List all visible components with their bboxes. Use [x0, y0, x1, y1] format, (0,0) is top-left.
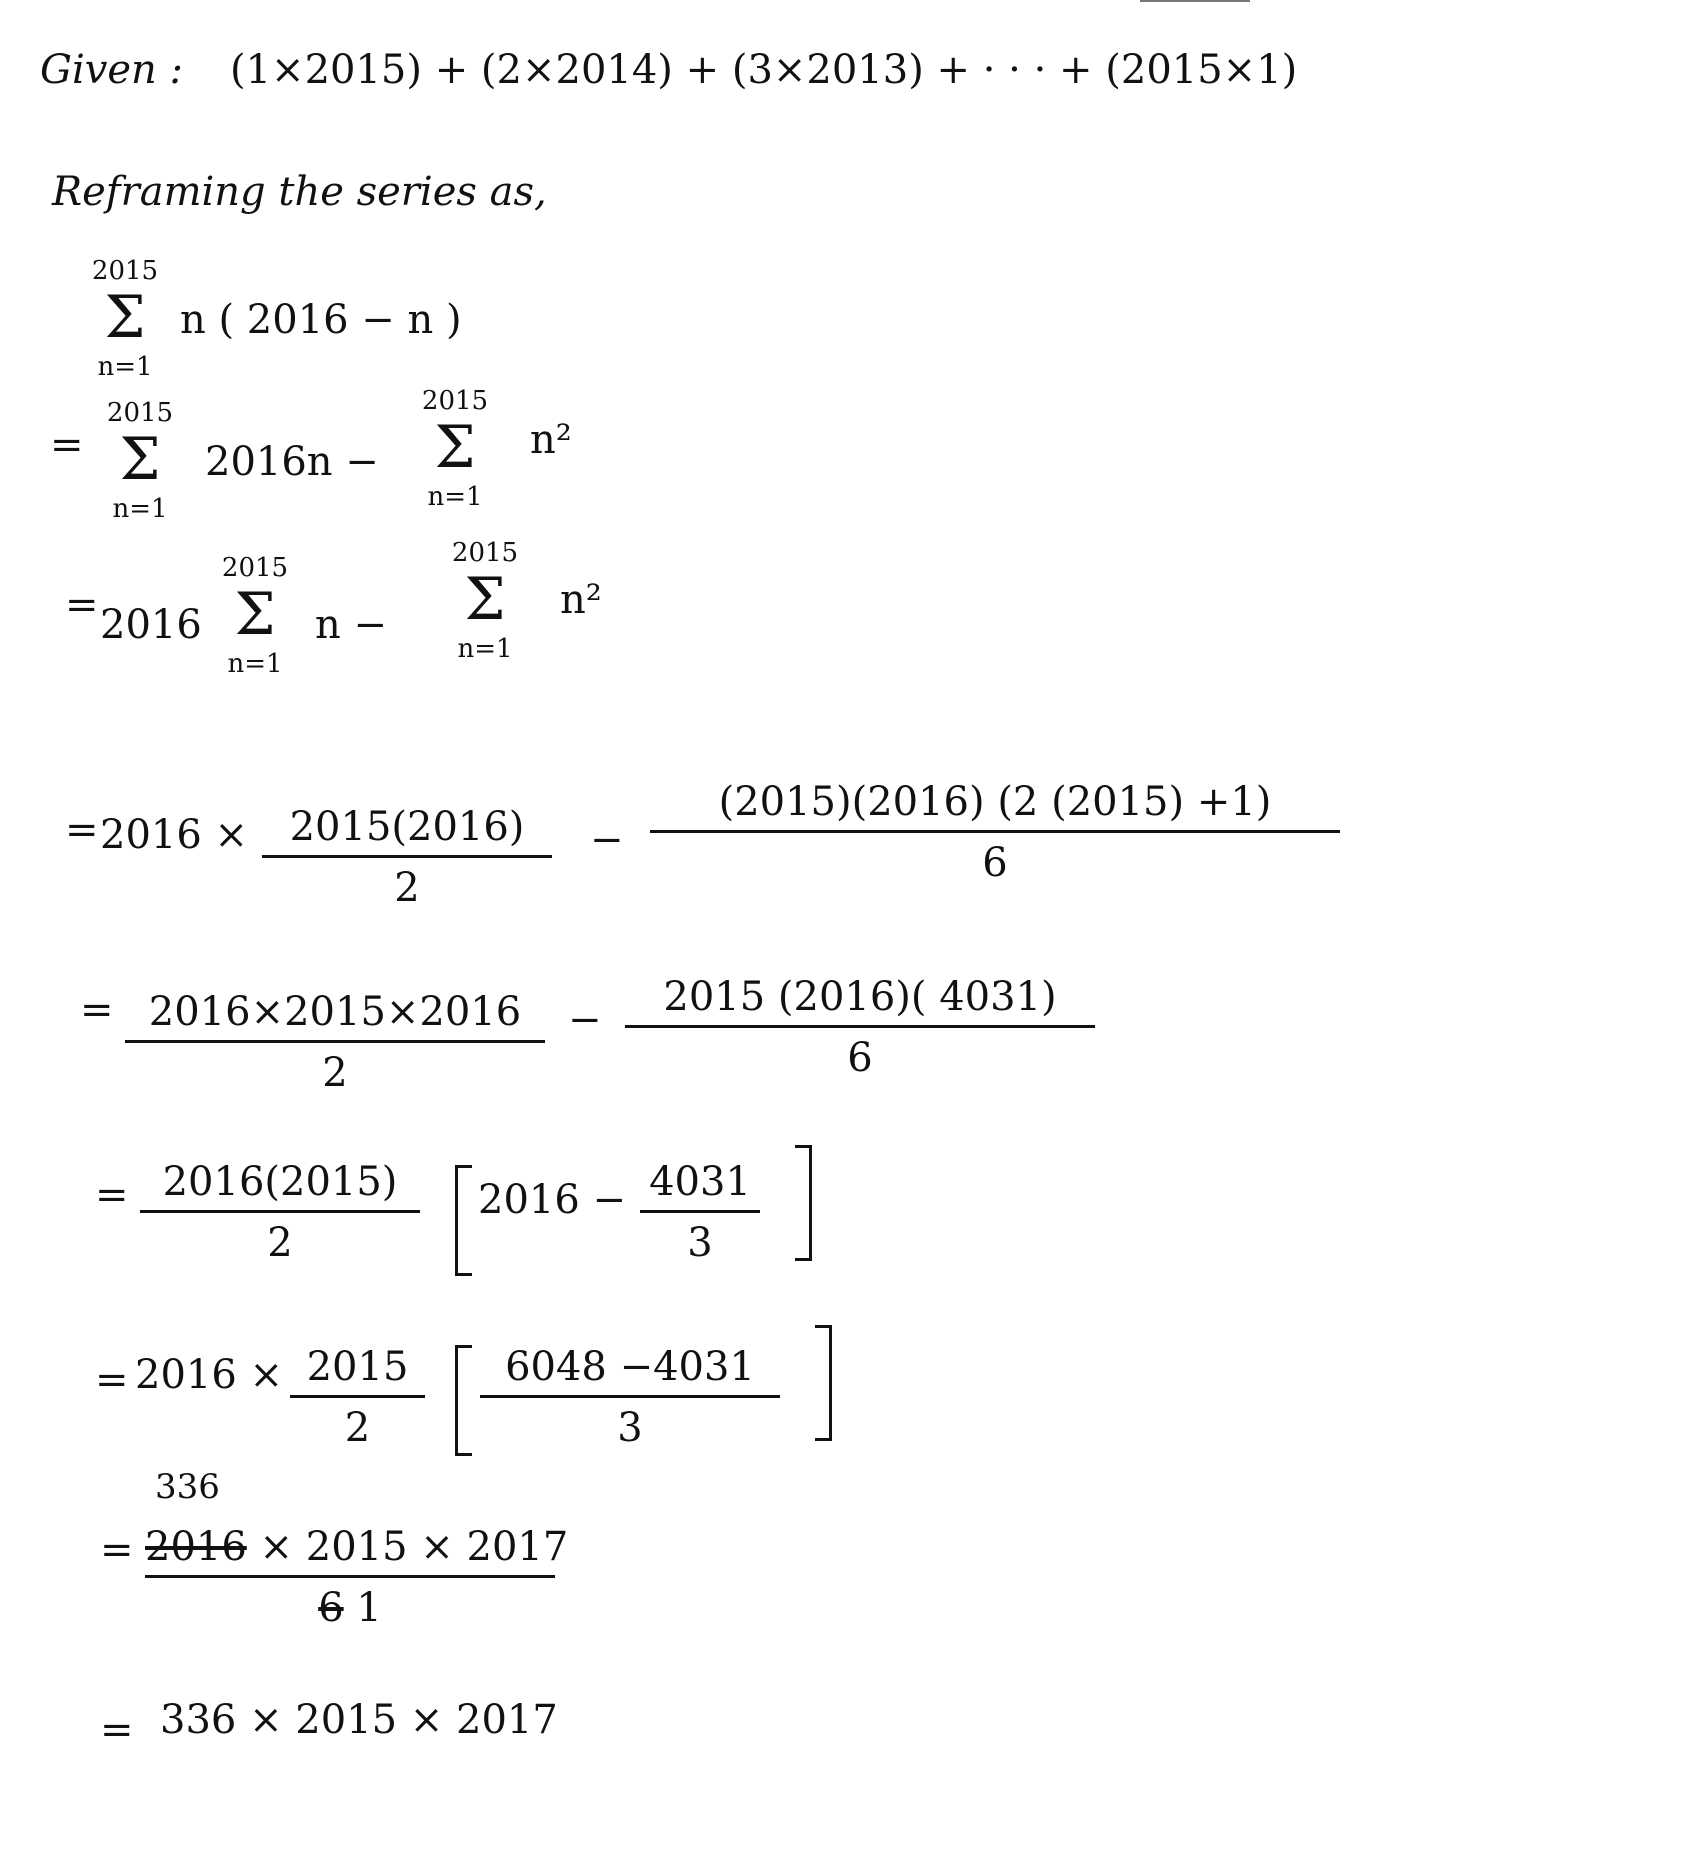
sigma-symbol: Σ [464, 565, 506, 633]
denominator: 6 [982, 840, 1008, 886]
fraction-bar [480, 1395, 780, 1398]
fraction-bar [650, 830, 1340, 833]
sum-upper-limit: 2015 [106, 398, 174, 428]
denominator-rest: 1 [356, 1585, 382, 1631]
step6-inner-term: 2016 − [478, 1177, 627, 1223]
sum-upper-limit: 2015 [91, 256, 159, 286]
numerator-rest: × 2015 × 2017 [259, 1524, 569, 1570]
fraction-bar [140, 1210, 420, 1213]
step4-prefix: 2016 × [100, 812, 249, 858]
step2-term1: 2016n − [205, 439, 379, 485]
numerator: 2015(2016) [289, 804, 525, 850]
numerator [145, 1524, 569, 1570]
step6-equals: = [95, 1172, 129, 1218]
numerator: (2015)(2016) (2 (2015) +1) [718, 779, 1272, 825]
step5-fraction-2 [625, 975, 1095, 1080]
sum-lower-limit: n=1 [427, 482, 483, 512]
denominator [145, 1586, 555, 1630]
step8-cancel-note: 336 [155, 1467, 220, 1507]
step6-fraction-2 [640, 1160, 760, 1265]
numerator: 2016×2015×2016 [148, 989, 522, 1035]
sum-lower-limit: n=1 [227, 649, 283, 679]
step4-fraction-1 [262, 805, 552, 910]
right-bracket [795, 1145, 812, 1261]
denominator: 2 [267, 1220, 293, 1266]
sigma-symbol: Σ [434, 413, 476, 481]
step7-fraction-2 [480, 1345, 780, 1450]
numerator: 2015 (2016)( 4031) [663, 974, 1057, 1020]
step7-prefix: 2016 × [135, 1352, 284, 1398]
sum-upper-limit: 2015 [421, 386, 489, 416]
step3-term2: n² [560, 577, 602, 623]
sigma-symbol: Σ [234, 580, 276, 648]
cancelled-numerator-term: 2016 [145, 1524, 247, 1570]
step4-fraction-2 [650, 780, 1340, 885]
step8-equals: = [100, 1527, 134, 1573]
denominator: 3 [687, 1220, 713, 1266]
given-series: (1×2015) + (2×2014) + (3×2013) + · · · + (2015×1) [230, 47, 1298, 93]
fraction-bar [290, 1395, 425, 1398]
denominator: 2 [322, 1050, 348, 1096]
given-label: Given : [40, 47, 183, 93]
cancelled-denominator-term: 6 [318, 1585, 344, 1631]
denominator: 2 [344, 1405, 371, 1451]
sigma-symbol: Σ [119, 425, 161, 493]
sum-upper-limit: 2015 [451, 538, 519, 568]
step3-sum-2 [420, 540, 550, 690]
sigma-symbol: Σ [104, 283, 146, 351]
step2-equals: = [50, 422, 84, 468]
step4-equals: = [65, 807, 99, 853]
sum-lower-limit: n=1 [457, 634, 513, 664]
denominator: 2 [394, 865, 420, 911]
top-edge-line [1140, 0, 1250, 2]
step6-fraction-1 [140, 1160, 420, 1265]
step2-sum-2 [390, 388, 520, 538]
numerator: 2015 [306, 1344, 409, 1390]
sum-lower-limit: n=1 [97, 352, 153, 382]
step2-term2: n² [530, 417, 572, 463]
fraction-bar [640, 1210, 760, 1213]
denominator: 3 [617, 1405, 643, 1451]
right-bracket [815, 1325, 832, 1441]
step7-equals: = [95, 1357, 129, 1403]
step3-coefficient: 2016 [100, 602, 202, 648]
final-result: 336 × 2015 × 2017 [160, 1697, 558, 1743]
left-bracket [455, 1165, 472, 1276]
sum-lower-limit: n=1 [112, 494, 168, 524]
step5-equals: = [80, 987, 114, 1033]
step3-term1: n − [315, 602, 387, 648]
step5-minus: − [568, 997, 602, 1043]
step1-sum [60, 258, 190, 408]
step1-expression: n ( 2016 − n ) [180, 297, 462, 343]
step9-equals: = [100, 1707, 134, 1753]
fraction-bar [125, 1040, 545, 1043]
step8-fraction [145, 1524, 569, 1631]
step2-sum-1 [75, 400, 205, 550]
numerator: 2016(2015) [162, 1159, 398, 1205]
step7-fraction-1 [290, 1345, 425, 1450]
step3-equals: = [65, 582, 99, 628]
sum-upper-limit: 2015 [221, 553, 289, 583]
step5-fraction-1 [125, 990, 545, 1095]
numerator: 6048 −4031 [505, 1344, 755, 1390]
step4-minus: − [590, 817, 624, 863]
fraction-bar [625, 1025, 1095, 1028]
reframe-text: Reframing the series as, [52, 169, 547, 215]
left-bracket [455, 1345, 472, 1456]
step3-sum-1 [190, 555, 320, 705]
denominator: 6 [847, 1035, 873, 1081]
fraction-bar [262, 855, 552, 858]
numerator: 4031 [649, 1159, 751, 1205]
fraction-bar [145, 1575, 555, 1578]
